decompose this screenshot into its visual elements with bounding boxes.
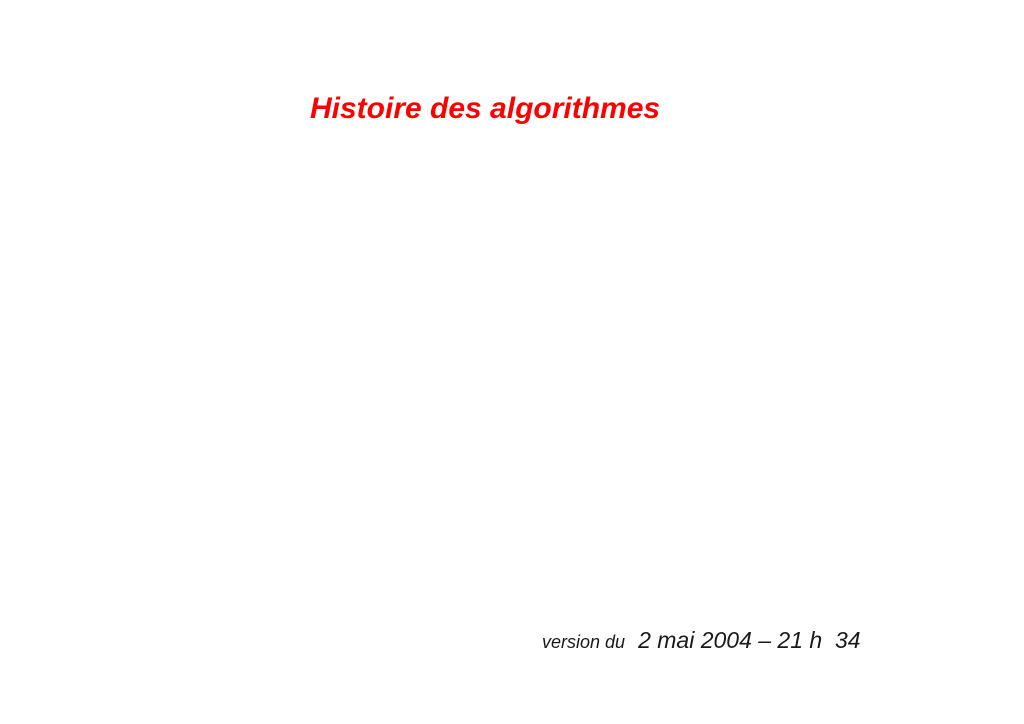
version-label: version du — [542, 632, 626, 652]
version-date: 2 mai 2004 – 21 h 34 — [638, 627, 861, 653]
page-title: Histoire des algorithmes — [310, 92, 661, 125]
version-line — [542, 627, 861, 654]
